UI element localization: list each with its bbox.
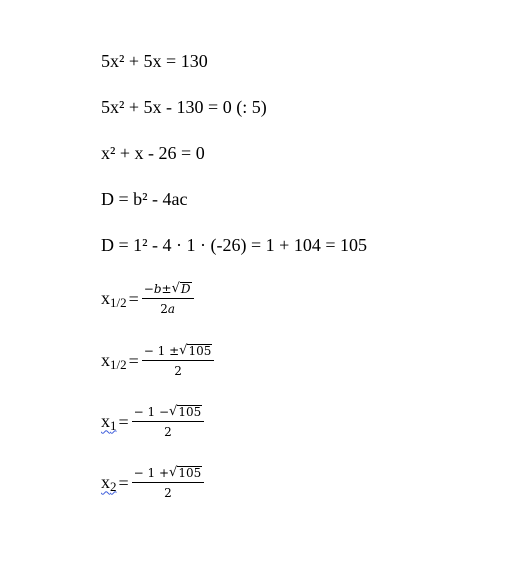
denominator-number: 2: [160, 302, 168, 316]
equals-sign: =: [118, 411, 129, 432]
formula-lhs: [101, 411, 117, 434]
formula-lhs: [101, 350, 127, 373]
square-root: [179, 344, 212, 358]
equals-sign: =: [128, 288, 139, 309]
lhs-subscript: 1/2: [110, 356, 127, 372]
quadratic-formula-substituted: [101, 344, 214, 378]
radical-icon: √: [179, 343, 188, 358]
radicand: 105: [178, 405, 202, 419]
numerator-prefix: − 1 +: [133, 466, 170, 480]
radicand: 105: [188, 344, 212, 358]
discriminant-calculation: D = 1² - 4 · 1 · (-26) = 1 + 104 = 105: [101, 235, 367, 255]
radical-icon: √: [171, 281, 180, 296]
denominator-variable: a: [167, 302, 176, 316]
formula-lhs: [101, 288, 127, 311]
equation-line-3: x² + x - 26 = 0: [101, 143, 205, 163]
equation-line-2: 5x² + 5x - 130 = 0 (: 5): [101, 97, 267, 117]
fraction: [132, 405, 205, 439]
numerator-variable: b: [153, 282, 162, 296]
equation-line-1: 5x² + 5x = 130: [101, 51, 208, 71]
lhs-variable: x: [101, 410, 110, 431]
equals-sign: =: [128, 350, 139, 371]
fraction: [142, 344, 215, 378]
formula-lhs: [101, 472, 117, 495]
numerator: [142, 282, 194, 299]
denominator: [160, 299, 175, 316]
radical-icon: √: [169, 404, 178, 419]
root-x2-formula: [101, 466, 204, 500]
root-x1-formula: [101, 405, 204, 439]
numerator-prefix: − 1 −: [133, 405, 170, 419]
square-root: [169, 466, 202, 480]
lhs-variable: x: [101, 471, 110, 492]
equals-sign: =: [118, 472, 129, 493]
fraction: [142, 282, 194, 316]
lhs-variable: x: [101, 287, 110, 308]
square-root: [172, 282, 192, 296]
denominator: 2: [174, 364, 182, 378]
square-root: [169, 405, 202, 419]
denominator: 2: [164, 425, 172, 439]
lhs-subscript: 1: [110, 417, 117, 433]
radicand: 105: [178, 466, 202, 480]
plus-minus: ±: [161, 282, 172, 296]
numerator: [132, 466, 205, 483]
lhs-subscript: 1/2: [110, 294, 127, 310]
radical-icon: √: [169, 465, 178, 480]
radicand: D: [180, 282, 191, 296]
numerator: [132, 405, 205, 422]
numerator: [142, 344, 215, 361]
lhs-subscript: 2: [110, 478, 117, 494]
numerator-prefix: − 1 ±: [143, 344, 180, 358]
lhs-variable: x: [101, 349, 110, 370]
quadratic-formula-general: [101, 282, 194, 316]
denominator: 2: [164, 486, 172, 500]
numerator-prefix: −: [143, 282, 154, 296]
discriminant-formula: D = b² - 4ac: [101, 189, 188, 209]
fraction: [132, 466, 205, 500]
